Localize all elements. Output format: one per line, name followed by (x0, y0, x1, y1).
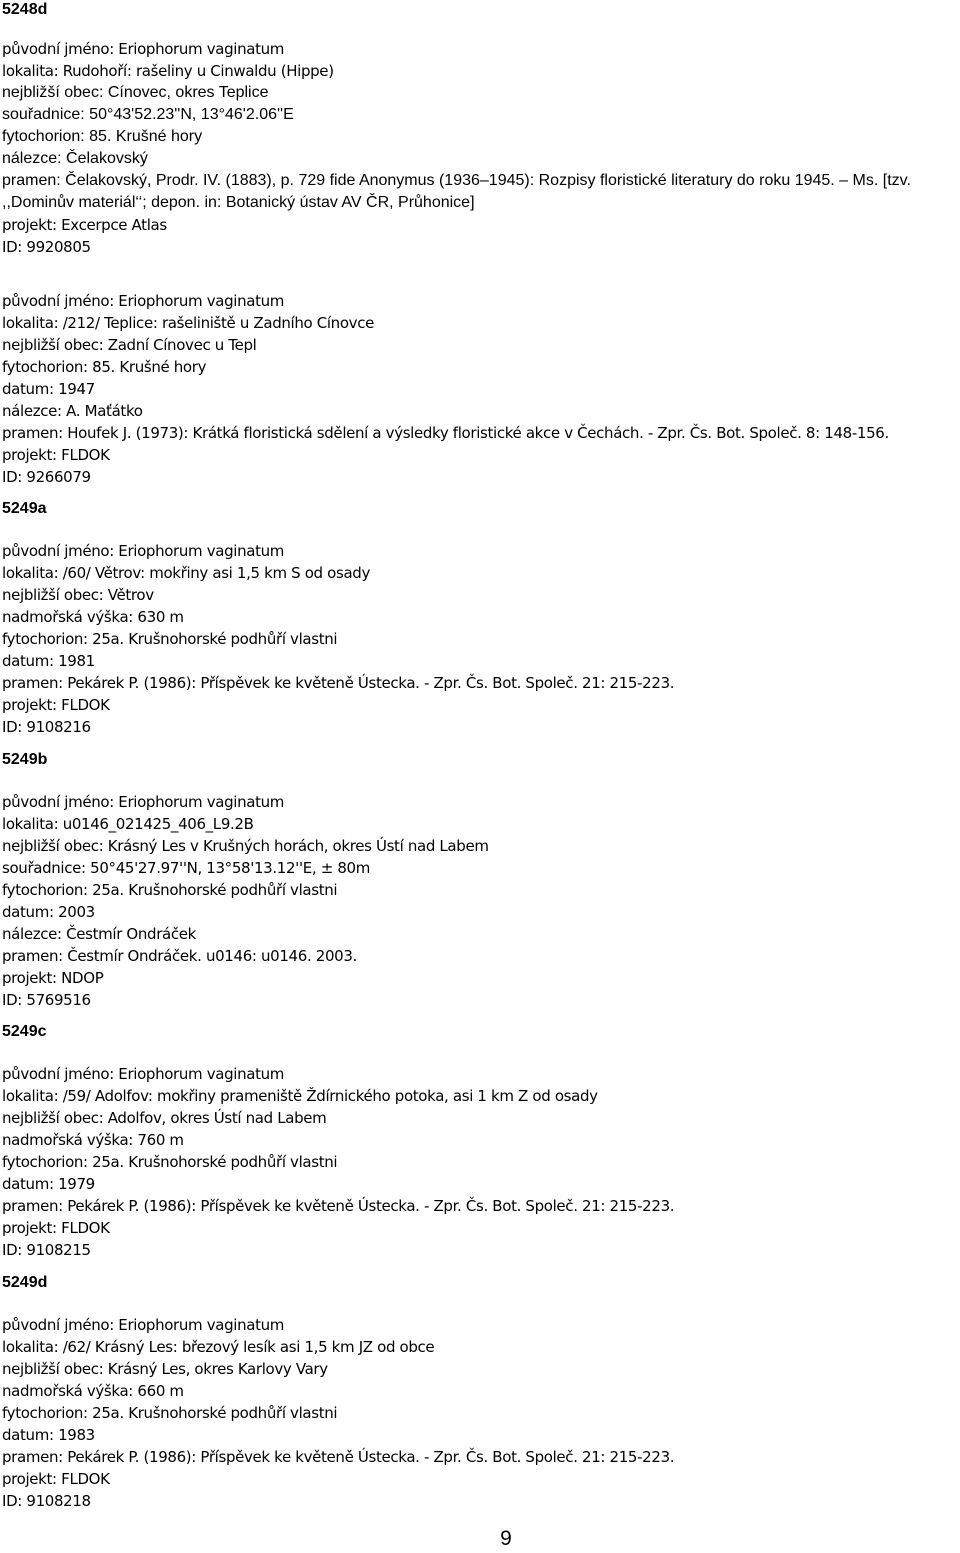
record-line: projekt: FLDOK (2, 446, 110, 464)
record (2, 1063, 952, 1261)
record-line: souřadnice: 50°43'52.23''N, 13°46'2.06''E (2, 106, 294, 123)
record-line: projekt: FLDOK (2, 1219, 110, 1237)
section-heading: 5249a (2, 500, 47, 517)
record-line: fytochorion: 25a. Krušnohorské podhůří vlastni (2, 1404, 338, 1422)
record-line: datum: 1981 (2, 652, 95, 670)
record-line: datum: 1979 (2, 1175, 95, 1193)
record-line: nadmořská výška: 630 m (2, 608, 184, 626)
record-line: nejbližší obec: Větrov (2, 586, 154, 604)
record-line: ID: 5769516 (2, 991, 91, 1009)
section-heading: 5249d (2, 1274, 48, 1291)
record-line: ID: 9108216 (2, 718, 91, 736)
record-line: datum: 2003 (2, 903, 95, 921)
record-line: původní jméno: Eriophorum vaginatum (2, 793, 285, 811)
record-line: lokalita: /212/ Teplice: rašeliniště u Zadního Cínovce (2, 314, 374, 332)
record-line: ID: 9920805 (2, 238, 91, 256)
record-line: souřadnice: 50°45'27.97''N, 13°58'13.12''E, ± 80m (2, 859, 370, 877)
record-line: nejbližší obec: Adolfov, okres Ústí nad Labem (2, 1109, 327, 1127)
record-line: původní jméno: Eriophorum vaginatum (2, 542, 285, 560)
record-line: datum: 1947 (2, 380, 95, 398)
record-line: fytochorion: 85. Krušné hory (2, 128, 203, 145)
record-line: původní jméno: Eriophorum vaginatum (2, 40, 285, 58)
record-line: lokalita: u0146_021425_406_L9.2B (2, 815, 254, 833)
record-line: nálezce: A. Maťátko (2, 402, 143, 420)
record-line: lokalita: /60/ Větrov: mokřiny asi 1,5 km S od osady (2, 564, 370, 582)
record-line: fytochorion: 25a. Krušnohorské podhůří vlastni (2, 630, 338, 648)
record-line: fytochorion: 85. Krušné hory (2, 358, 207, 376)
record-line: nadmořská výška: 760 m (2, 1131, 184, 1149)
record-line: projekt: FLDOK (2, 696, 110, 714)
page-number: 9 (500, 1527, 512, 1550)
record-line: nálezce: Čestmír Ondráček (2, 925, 196, 943)
record-line: lokalita: Rudohoří: rašeliny u Cinwaldu (Hippe) (2, 62, 334, 80)
record-line: nadmořská výška: 660 m (2, 1382, 184, 1400)
record-line: projekt: Excerpce Atlas (2, 216, 167, 234)
record-line: pramen: Pekárek P. (1986): Příspěvek ke květeně Ústecka. - Zpr. Čs. Bot. Společ. 21: 215-223. (2, 674, 675, 692)
record-line: lokalita: /59/ Adolfov: mokřiny prameniště Ždírnického potoka, asi 1 km Z od osady (2, 1087, 598, 1105)
record-line: pramen: Houfek J. (1973): Krátká floristická sdělení a výsledky floristické akce v Čechách. - Zpr. Čs. Bot. Společ. 8: 148-156. (2, 424, 889, 442)
record (2, 791, 952, 1011)
record (2, 540, 952, 738)
record-line: lokalita: /62/ Krásný Les: březový lesík asi 1,5 km JZ od obce (2, 1338, 435, 1356)
record-line: pramen: Pekárek P. (1986): Příspěvek ke květeně Ústecka. - Zpr. Čs. Bot. Společ. 21: 215-223. (2, 1448, 675, 1466)
record-line: projekt: FLDOK (2, 1470, 110, 1488)
record-line: pramen: Čelakovský, Prodr. IV. (1883), p. 729 fide Anonymus (1936–1945): Rozpisy floristické literatury do roku 1945. – Ms. [tzv. ,,Dominův materiál‘‘; depon. in: Botanický ústav AV ČR, Průhonice] (2, 172, 911, 211)
record (2, 290, 952, 488)
record-line: původní jméno: Eriophorum vaginatum (2, 1316, 285, 1334)
record-line: původní jméno: Eriophorum vaginatum (2, 1065, 285, 1083)
record-line: pramen: Pekárek P. (1986): Příspěvek ke květeně Ústecka. - Zpr. Čs. Bot. Společ. 21: 215-223. (2, 1197, 675, 1215)
record-line: fytochorion: 25a. Krušnohorské podhůří vlastni (2, 1153, 338, 1171)
record-line: nálezce: Čelakovský (2, 150, 148, 167)
section-heading: 5249c (2, 1023, 47, 1040)
record-line: datum: 1983 (2, 1426, 95, 1444)
record-line: ID: 9266079 (2, 468, 91, 486)
record (2, 1314, 952, 1512)
record-line: nejbližší obec: Krásný Les, okres Karlovy Vary (2, 1360, 328, 1378)
record (2, 38, 952, 258)
record-line: nejbližší obec: Krásný Les v Krušných horách, okres Ústí nad Labem (2, 837, 489, 855)
record-line: nejbližší obec: Zadní Cínovec u Tepl (2, 336, 257, 354)
section-heading: 5248d (2, 1, 48, 18)
record-line: pramen: Čestmír Ondráček. u0146: u0146. 2003. (2, 947, 357, 965)
record-line: nejbližší obec: Cínovec, okres Teplice (2, 84, 269, 101)
record-line: fytochorion: 25a. Krušnohorské podhůří vlastni (2, 881, 338, 899)
record-line: původní jméno: Eriophorum vaginatum (2, 292, 285, 310)
section-heading: 5249b (2, 751, 48, 768)
record-line: projekt: NDOP (2, 969, 104, 987)
record-line: ID: 9108218 (2, 1492, 91, 1510)
record-line: ID: 9108215 (2, 1241, 91, 1259)
